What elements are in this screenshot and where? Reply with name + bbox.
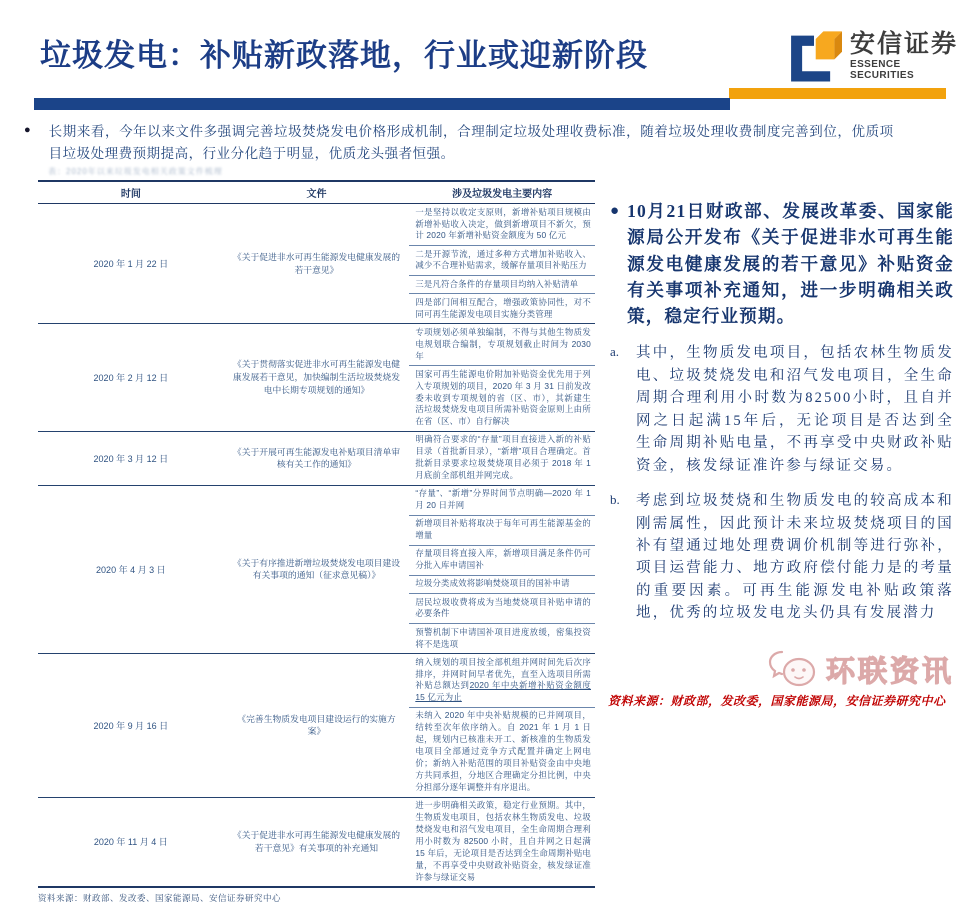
navy-divider — [34, 98, 730, 110]
table-row — [38, 485, 595, 515]
policy-content: 明确符合要求的“存量”项目直接进入新的补贴目录（首批新目录），“新增”项目合理确定。首批新目录要求垃圾焚烧项目必须于 2018 年 1 月底前全部机组并网完成。 — [409, 431, 595, 485]
policy-content: 二是开源节流，通过多种方式增加补贴收入、减少不合理补贴需求，缓解存量项目补贴压力 — [409, 245, 595, 275]
policy-table-body — [38, 204, 595, 888]
brand-name-cn: 安信证券 — [850, 29, 959, 58]
col-header-time: 时间 — [38, 181, 224, 204]
right-subitem — [610, 490, 954, 625]
table-source-note: 资料来源：财政部、发改委、国家能源局、安信证券研究中心 — [38, 893, 282, 904]
policy-date: 2020 年 4 月 3 日 — [38, 485, 224, 653]
policy-document: 《关于促进非水可再生能源发电健康发展的若干意见》有关事项的补充通知 — [224, 797, 410, 887]
right-subitems — [610, 342, 954, 625]
table-row — [38, 431, 595, 485]
brand-text — [850, 31, 960, 81]
policy-content: 一是坚持以收定支原则，新增补贴项目规模由新增补贴收入决定，做到新增项目不新欠，预计 2020 年新增补贴资金额度为 50 亿元 — [409, 204, 595, 246]
policy-content: 新增项目补贴将取决于每年可再生能源基金的增量 — [409, 515, 595, 545]
subitem-text: 其中，生物质发电项目，包括农林生物质发电、垃圾焚烧发电和沼气发电项目，全生命周期合理利用小时数为82500小时，且自并网之日起满15年后，无论项目是否达到全生命周期补贴电量，不再享受中央财政补贴资金，核发绿证准许参与绿证交易。 — [636, 345, 954, 474]
right-subitem — [610, 342, 954, 477]
policy-date: 2020 年 3 月 12 日 — [38, 431, 224, 485]
subitem-text: 考虑到垃圾焚烧和生物质发电的较高成本和刚需属性，因此预计未来垃圾焚烧项目的国补有望通过地处理费调价机制等进行弥补，项目运营能力、地方政府偿付能力是的考量的重要因素。可再生能源发电补贴政策落地，优秀的垃圾发电龙头仍具有发展潜力 — [636, 493, 954, 622]
huanlian-bubbles-icon — [768, 648, 820, 690]
brand-name-en: ESSENCE SECURITIES — [850, 59, 915, 81]
table-row — [38, 654, 595, 708]
bullet-icon: ● — [610, 202, 620, 219]
table-row — [38, 797, 595, 887]
policy-document: 《关于贯彻落实促进非水可再生能源发电健康发展若干意见，加快编制生活垃圾焚烧发电中长期专项规划的通知》 — [224, 324, 410, 432]
subitem-marker: b. — [610, 492, 620, 508]
orange-divider — [729, 88, 946, 99]
table-header-row — [38, 181, 595, 204]
policy-content: “存量”、“新增”分界时间节点明确—2020 年 1 月 20 日并网 — [409, 485, 595, 515]
policy-table — [38, 180, 595, 888]
policy-date: 2020 年 2 月 12 日 — [38, 324, 224, 432]
table-row — [38, 324, 595, 366]
subitem-marker: a. — [610, 344, 620, 360]
policy-content: 居民垃圾收费将成为当地焚烧项目补贴申请的必要条件 — [409, 593, 595, 623]
policy-content: 专项规划必须单独编制，不得与其他生物质发电规划联合编制，专项规划截止时间为 2030 年 — [409, 324, 595, 366]
brand-logo — [786, 26, 960, 86]
policy-content: 三是凡符合条件的存量项目均纳入补贴清单 — [409, 275, 595, 293]
essence-cube-icon — [786, 26, 842, 86]
policy-date: 2020 年 11 月 4 日 — [38, 797, 224, 887]
watermark-text: 环联资讯 — [826, 655, 955, 688]
policy-content: 国家可再生能源电价附加补贴资金优先用于列入专项规划的项目，2020 年 3 月 31 日前发改委未收到专项规划的省（区、市），其新建生活垃圾焚烧发电项目所需补贴资金原则上由所在省（区、市）自行解决 — [409, 366, 595, 432]
policy-content: 四是部门间相互配合，增强政策协同性，对不同可再生能源发电项目实施分类管理 — [409, 294, 595, 324]
policy-content: 垃圾分类成效将影响焚烧项目的国补申请 — [409, 575, 595, 593]
policy-content: 存量项目将直接入库，新增项目满足条件仍可分批入库申请国补 — [409, 545, 595, 575]
policy-content: 进一步明确相关政策，稳定行业预期。其中，生物质发电项目，包括农林生物质发电、垃圾焚烧发电和沼气发电项目，全生命周期合理利用小时数为 82500 小时，且自并网之日起满 15 年后，无论项目是否达到全生命周期补贴电量，不再享受中央财政补贴资金，核发绿证准许参与绿证交易 — [409, 797, 595, 887]
policy-content: 预警机制下申请国补项目进度放缓，密集投资将不是选项 — [409, 623, 595, 653]
policy-date: 2020 年 1 月 22 日 — [38, 204, 224, 324]
right-main-text: 10月21日财政部、发展改革委、国家能源局公开发布《关于促进非水可再生能源发电健康发展的若干意见》补贴资金有关事项补充通知，进一步明确相关政策，稳定行业预期。 — [627, 201, 954, 326]
right-main-bullet — [610, 198, 954, 329]
intro-paragraph — [24, 121, 914, 164]
policy-document: 《关于开展可再生能源发电补贴项目清单审核有关工作的通知》 — [224, 431, 410, 485]
policy-document: 《完善生物质发电项目建设运行的实施方案》 — [224, 654, 410, 798]
policy-table-area — [38, 166, 595, 904]
policy-content: 未纳入 2020 年中央补贴规模的已并网项目，结转至次年依序纳入。自 2021 年 1 月 1 日起，规划内已核准未开工、新核准的生物质发电项目全部通过竞争方式配置并确定上网电价；新纳入补贴范围的项目补贴资金由中央地方共同承担，分地区合理确定分担比例，中央分担部分逐年调整并有序退出。 — [409, 707, 595, 797]
policy-document: 《关于促进非水可再生能源发电健康发展的若干意见》 — [224, 204, 410, 324]
source-note-red: 资料来源：财政部，发改委，国家能源局，安信证券研究中心 — [608, 694, 946, 708]
policy-document: 《关于有序推进新增垃圾焚烧发电项目建设有关事项的通知（征求意见稿）》 — [224, 485, 410, 653]
col-header-doc: 文件 — [224, 181, 410, 204]
page-title: 垃圾发电：补贴新政落地，行业或迎新阶段 — [40, 38, 648, 73]
table-row — [38, 204, 595, 246]
table-caption: 表：2020年以来垃圾发电相关政策文件梳理 — [48, 167, 223, 176]
bullet-icon: ● — [24, 124, 31, 136]
intro-text: 长期来看，今年以来文件多强调完善垃圾焚烧发电价格形成机制，合理制定垃圾处理收费标准，随着垃圾处理收费制度完善到位，优质项目垃圾处理费预期提高，行业分化趋于明显，优质龙头强者恒强。 — [48, 124, 894, 161]
policy-date: 2020 年 9 月 16 日 — [38, 654, 224, 798]
policy-content: 纳入规划的项目按全部机组并网时间先后次序排序，并网时间早者优先，直至入选项目所需补贴总额达到2020 年中央新增补贴资金额度 15 亿元为止 — [409, 654, 595, 708]
watermark — [768, 648, 954, 690]
right-panel — [610, 198, 954, 625]
col-header-content: 涉及垃圾发电主要内容 — [409, 181, 595, 204]
